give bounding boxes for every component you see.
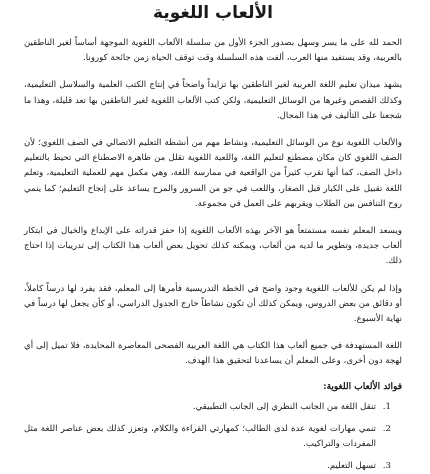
plan-paragraph: وإذا لم يكن للألعاب اللغوية وجود واضح في الخطة التدريسية فأمرها إلى المعلم، فقد يفرد لها درساً كاملاً، أو دقائق من بعض الدروس، ويمكن كذلك أن تكون نشاطاً خارج الجدول الدراسي، أو كأن يجعل لها درساً في نهاية الأسبوع. bbox=[24, 283, 402, 325]
benefits-heading: فوائد الألعاب اللغوية: bbox=[323, 381, 402, 392]
field-paragraph: يشهد ميدان تعليم اللغة العربية لغير الناطقين بها تزايداً واضحاً في إنتاج الكتب العلمية والسلاسل التعليمية، وكذلك القصص وغيرها من الوسائل التعليمية، ولكن كتب الألعاب اللغوية لغير الناطقين بها تعد قليلة، وهذا ما شجعنا على التأليف في هذا المجال. bbox=[24, 80, 402, 121]
benefit-item: 1. تنقل اللغة من الجانب النظري إلى الجانب التطبيقي. bbox=[24, 400, 380, 415]
language-paragraph: اللغة المستهدفة في جميع ألعاب هذا الكتاب هي اللغة العربية الفصحى المعاصرة المحايدة، فلا تميل إلى أي لهجة دون أخرى، وعلى المعلم أن يساعدنا لتحقيق هذا الهدف. bbox=[24, 341, 402, 367]
benefits-list bbox=[24, 400, 402, 474]
teacher-paragraph: ويسعد المعلم نفسه مستمتعاً هو الآخر بهذه الألعاب اللغوية إذا حفز قدراته على الإبداع والخيال في ابتكار ألعاب جديدة، وتطوير ما لديه من ألعاب، ويمكنه كذلك تحويل بعض ألعاب هذا الكتاب إلى تدريبات إذا احتاج ذلك. bbox=[24, 226, 402, 267]
page-title: الألعاب اللغوية bbox=[153, 3, 273, 23]
intro-paragraph: الحمد لله على ما يسر وسهل بصدور الجزء الأول من سلسلة الألعاب اللغوية الموجهة أساساً لغير الناطقين بالعربية، وقد يستفيد منها العرب، ألفت هذه السلسلة وقت توقف الحياة زمن جائحة كورونا. bbox=[24, 38, 402, 64]
games-paragraph: والألعاب اللغوية نوع من الوسائل التعليمية، ونشاط مهم من أنشطة التعليم الاتصالي في الصف اللغوي؛ لأن الصف اللغوي كان مكان مصطنع لتعليم اللغة، واللعبة اللغوية تقلل من ظاهرة الاصطناع التي تحيط بالتعليم داخل الصف، كما أنها تقرب كثيراً من الواقعية في ممارسة اللغة، وهي مكمل مهم للعملية التعليمية، وتعلم اللغة تقبيل على الكبار قبل الصغار، واللعب في جو من السرور والمرح يساعد على إنجاح التعليم؛ كما ينمي روح التنافس بين الطلاب ويقربهم على العمل في مجموعة. bbox=[24, 138, 402, 209]
benefit-item: 2. تنمي مهارات لغوية عدة لدى الطالب؛ كمهارتي القراءة والكلام، وتعزز كذلك بعض عناصر اللغة مثل المفردات والتراكيب. bbox=[24, 422, 380, 452]
benefit-item: 3. تسهل التعليم. bbox=[24, 459, 380, 474]
